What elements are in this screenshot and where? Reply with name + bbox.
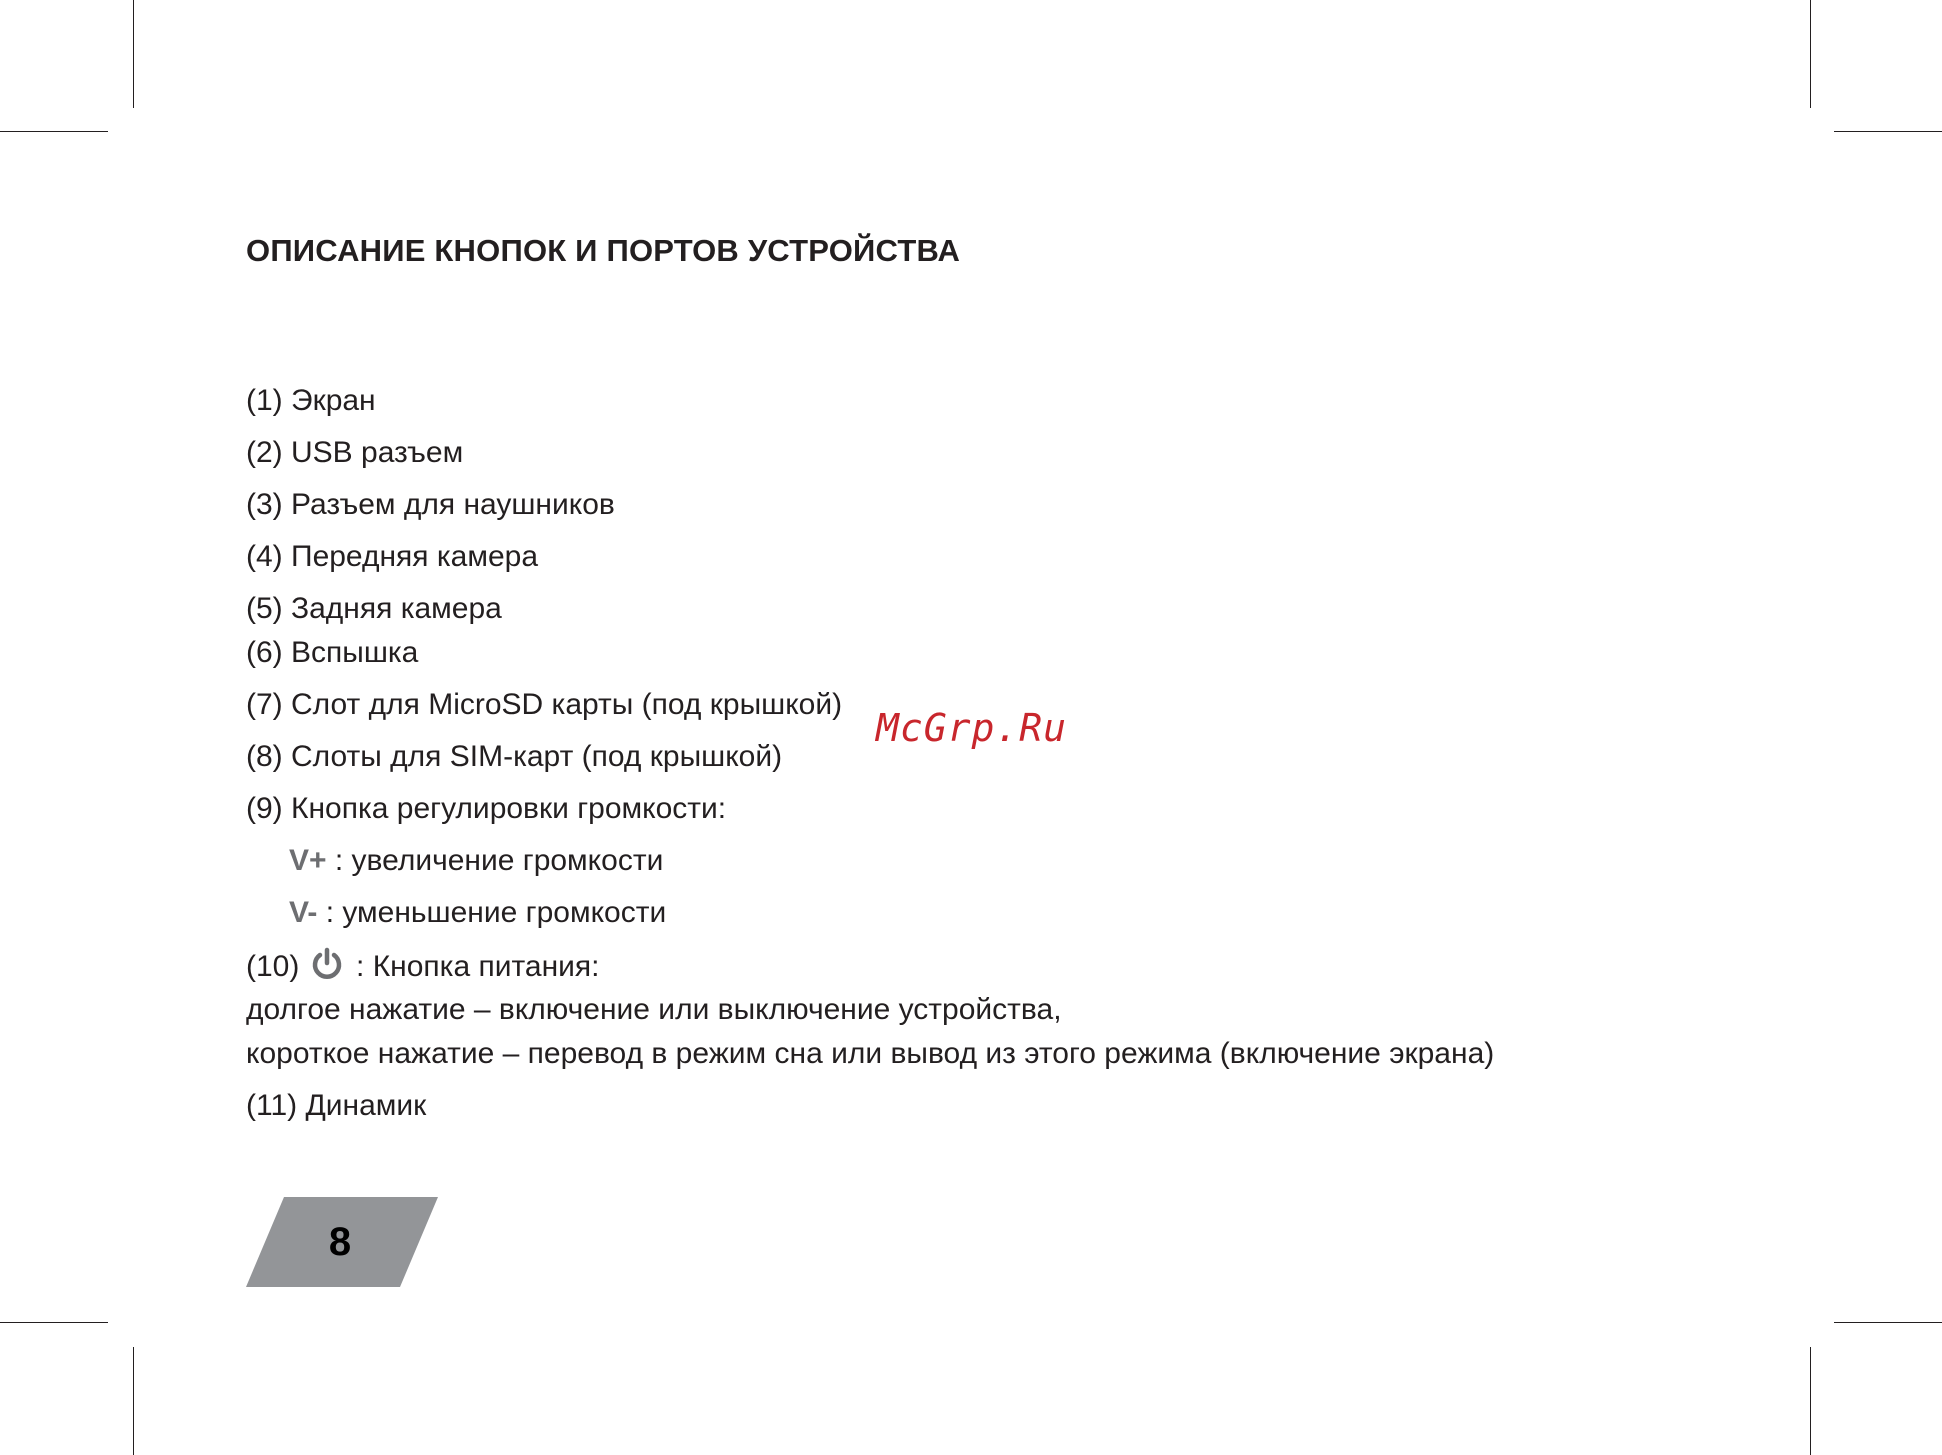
list-item: (6) Вспышка [246, 636, 419, 669]
crop-mark [1834, 1322, 1942, 1323]
volume-down-line [289, 895, 666, 931]
power-text: : Кнопка питания: [347, 950, 600, 983]
crop-mark [1810, 1347, 1811, 1455]
list-item: (5) Задняя камера [246, 592, 502, 625]
list-item: (4) Передняя камера [246, 540, 539, 573]
list-item: (8) Слоты для SIM-карт (под крышкой) [246, 740, 783, 773]
volume-up-line [289, 843, 663, 879]
list-item: (2) USB разъем [246, 436, 464, 469]
list-item: (9) Кнопка регулировки громкости: [246, 792, 727, 825]
crop-mark [0, 1322, 108, 1323]
page-number-badge [246, 1197, 438, 1287]
list-item: (1) Экран [246, 384, 376, 417]
power-prefix: (10) [246, 950, 300, 983]
crop-mark [0, 131, 108, 132]
list-item: (7) Слот для MicroSD карты (под крышкой) [246, 688, 843, 721]
volume-up-key: V+ [289, 844, 327, 877]
power-short-press: короткое нажатие – перевод в режим сна или вывод из этого режима (включение экрана) [246, 1037, 1495, 1070]
list-item: (11) Динамик [246, 1089, 427, 1122]
crop-mark [1834, 131, 1942, 132]
volume-down-text: : уменьшение громкости [317, 896, 667, 929]
volume-up-text: : увеличение громкости [326, 844, 664, 877]
list-item: (3) Разъем для наушников [246, 488, 615, 521]
crop-mark [133, 1347, 134, 1455]
page-title: ОПИСАНИЕ КНОПОК И ПОРТОВ УСТРОЙСТВА [246, 233, 961, 268]
power-line [246, 947, 599, 985]
crop-mark [133, 0, 134, 108]
crop-mark [1810, 0, 1811, 108]
volume-down-key: V- [289, 896, 318, 929]
power-long-press: долгое нажатие – включение или выключение устройства, [246, 993, 1062, 1026]
watermark: McGrp.Ru [876, 706, 1068, 750]
power-icon [310, 947, 344, 981]
page-number: 8 [328, 1220, 352, 1264]
